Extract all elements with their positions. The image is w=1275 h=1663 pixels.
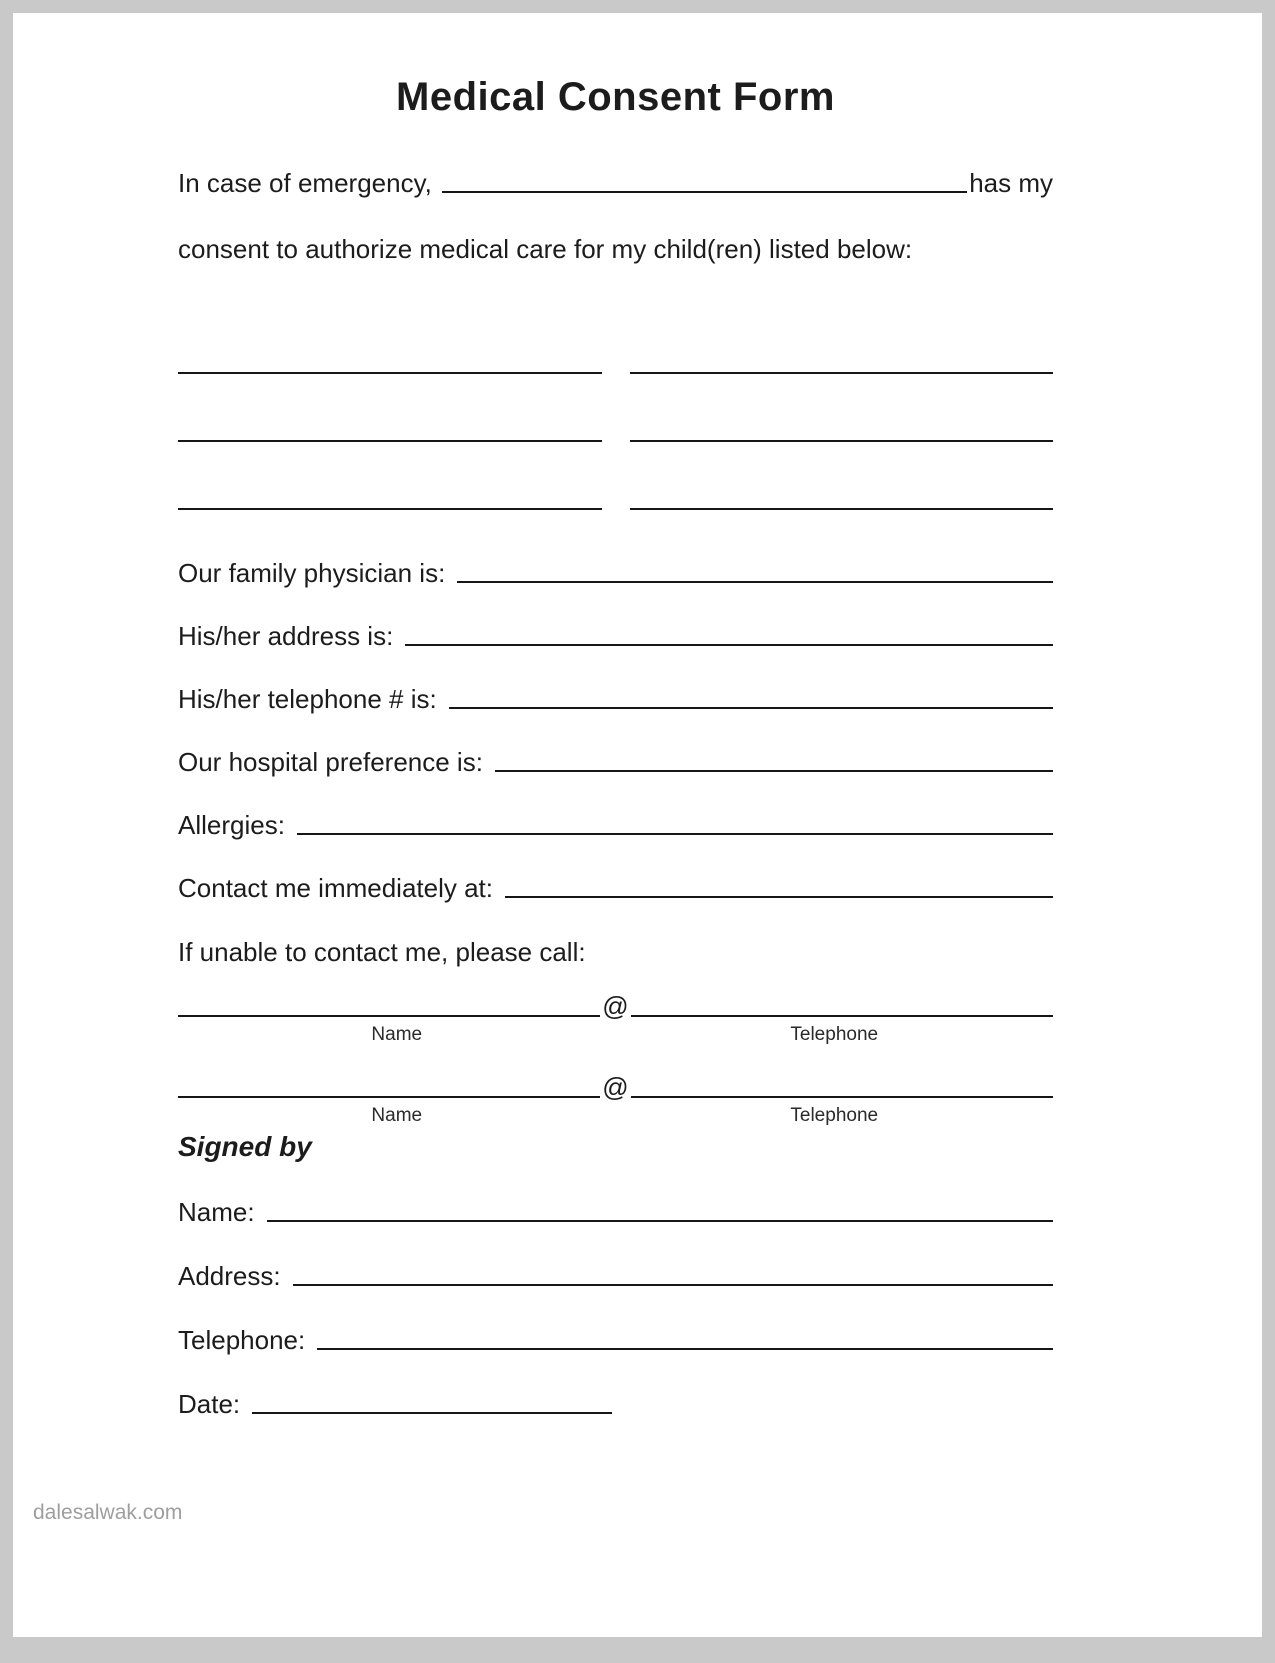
field-label-hospital-preference: Our hospital preference is: (178, 747, 483, 777)
blank-line-allergies (297, 833, 1053, 835)
blank-line-signer-address (293, 1284, 1053, 1286)
field-label-contact-immediately: Contact me immediately at: (178, 873, 494, 903)
blank-line-alt-name-1 (178, 1015, 600, 1017)
field-row-allergies (178, 810, 1053, 840)
child-blank-row (178, 372, 1053, 374)
field-row-physician-telephone (178, 684, 1053, 714)
intro-line-2: consent to authorize medical care for my child(ren) listed below: (178, 234, 913, 264)
blank-line-alt-telephone-1 (631, 1015, 1053, 1017)
alternate-contact-1 (178, 991, 1053, 1046)
signed-by-heading: Signed by (178, 1131, 312, 1162)
field-label-physician-telephone: His/her telephone # is: (178, 684, 437, 714)
blank-line-child-3 (178, 440, 602, 442)
blank-line-child-2 (630, 372, 1054, 374)
blank-line-child-1 (178, 372, 602, 374)
blank-line-signer-telephone (317, 1348, 1053, 1350)
telephone-column-label: Telephone (790, 1105, 879, 1126)
field-row-physician-address (178, 621, 1053, 651)
field-row-signer-telephone (178, 1325, 1053, 1355)
blank-line-child-6 (630, 508, 1054, 510)
field-label-physician-address: His/her address is: (178, 621, 394, 651)
blank-line-alt-name-2 (178, 1096, 600, 1098)
field-row-signer-name (178, 1197, 1053, 1227)
signed-by-fields (178, 1197, 1053, 1419)
field-row-date (178, 1389, 1053, 1419)
telephone-column-label: Telephone (790, 1024, 879, 1045)
children-name-blanks (178, 372, 1053, 510)
contact-fields (178, 558, 1053, 903)
field-row-contact-immediately (178, 873, 1053, 903)
at-symbol: @ (602, 1072, 629, 1102)
blank-line-date (252, 1412, 612, 1414)
field-label-signer-telephone: Telephone: (178, 1325, 306, 1355)
name-column-label: Name (371, 1105, 423, 1126)
blank-line-physician-address (405, 644, 1053, 646)
document-content (178, 13, 1053, 1419)
alternate-contact-line (178, 991, 1053, 1022)
field-label-signer-name: Name: (178, 1197, 255, 1227)
alternate-contact-labels (178, 1105, 1053, 1127)
blank-line-child-5 (178, 508, 602, 510)
blank-line-hospital-preference (495, 770, 1053, 772)
blank-line-child-4 (630, 440, 1054, 442)
field-label-date: Date: (178, 1389, 241, 1419)
field-row-hospital-preference (178, 747, 1053, 777)
blank-line-alt-telephone-2 (631, 1096, 1053, 1098)
child-blank-row (178, 440, 1053, 442)
intro-suffix: has my (969, 168, 1053, 198)
name-column-label: Name (371, 1024, 423, 1045)
child-blank-row (178, 508, 1053, 510)
alternate-contact-labels (178, 1024, 1053, 1046)
blank-line-physician-telephone (449, 707, 1053, 709)
field-label-signer-address: Address: (178, 1261, 281, 1291)
alternate-contact-line (178, 1072, 1053, 1103)
blank-line-signer-name (267, 1220, 1053, 1222)
field-label-family-physician: Our family physician is: (178, 558, 446, 588)
at-symbol: @ (602, 991, 629, 1021)
intro-prefix: In case of emergency, (178, 168, 432, 198)
form-title: Medical Consent Form (396, 75, 835, 119)
intro-line-1 (178, 168, 1053, 198)
field-row-family-physician (178, 558, 1053, 588)
alternate-contact-2 (178, 1072, 1053, 1127)
field-label-allergies: Allergies: (178, 810, 285, 840)
watermark-text: dalesalwak.com (33, 1501, 183, 1524)
field-row-signer-address (178, 1261, 1053, 1291)
blank-line-contact-immediately (505, 896, 1053, 898)
document-page (13, 13, 1262, 1637)
blank-line-family-physician (457, 581, 1053, 583)
unable-to-contact-label: If unable to contact me, please call: (178, 937, 586, 967)
blank-line-emergency-name (442, 191, 967, 193)
